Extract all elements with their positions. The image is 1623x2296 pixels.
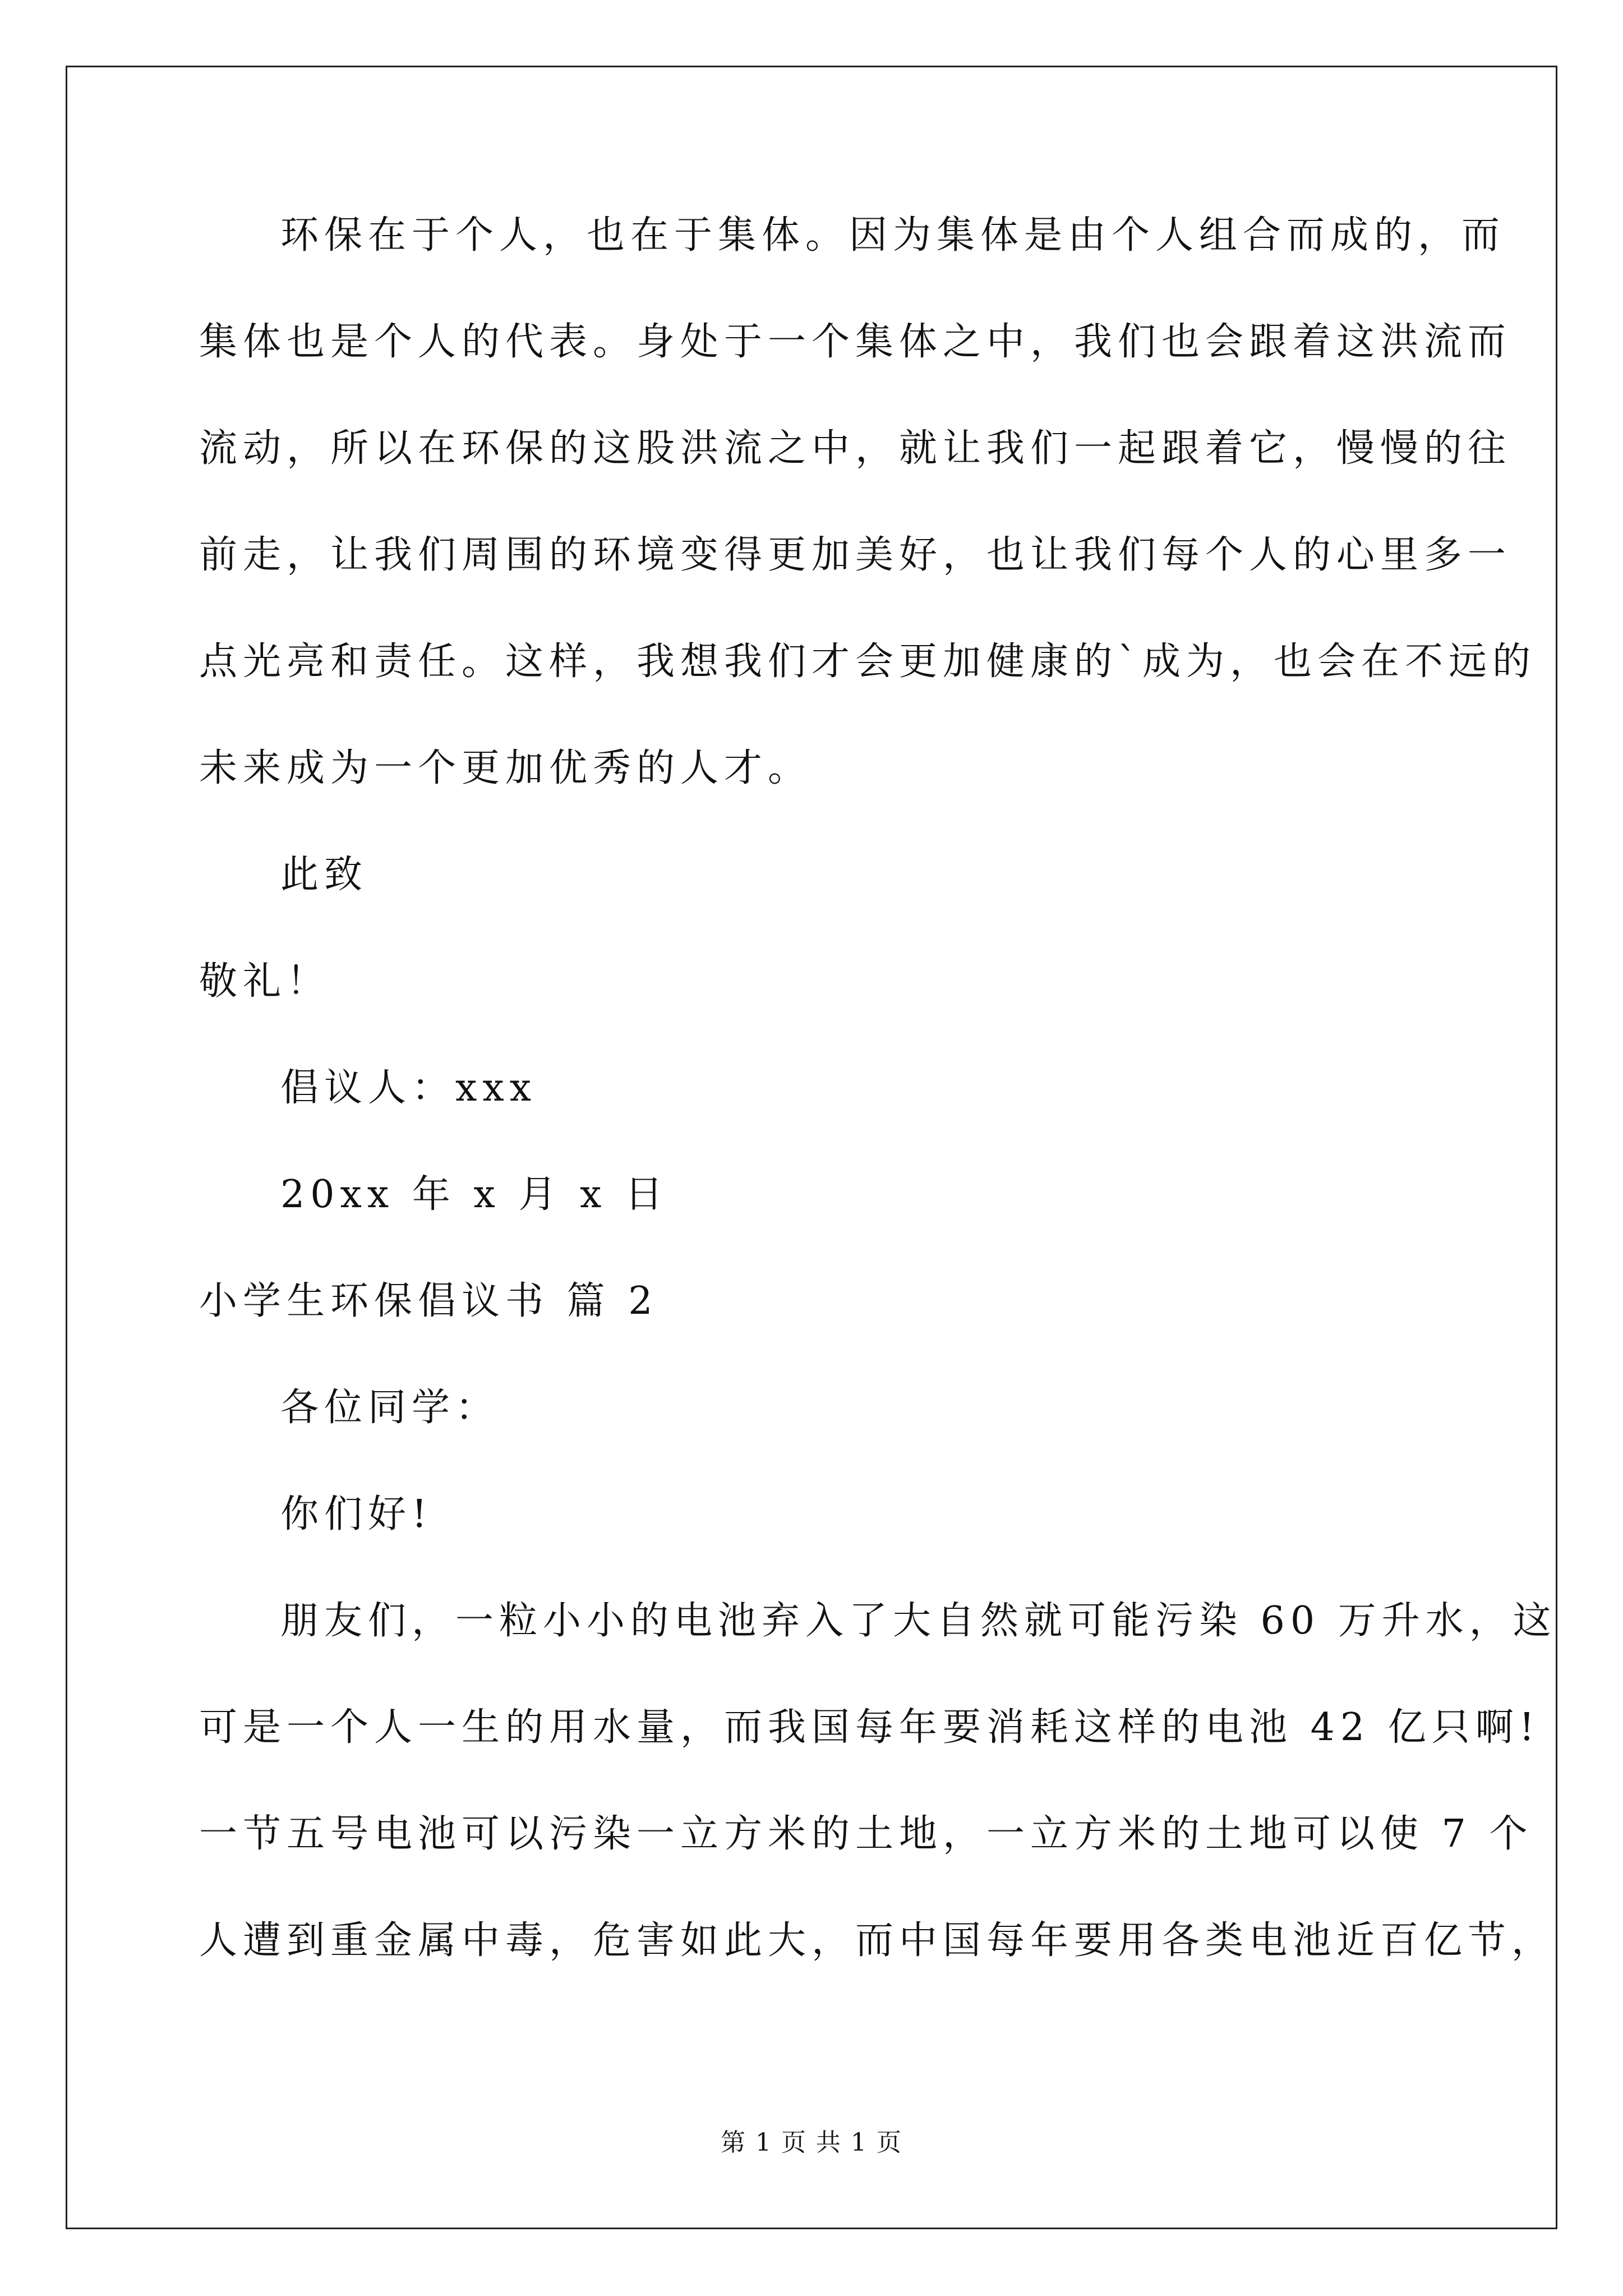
paragraph-line: 朋友们，一粒小小的电池弃入了大自然就可能污染 60 万升水，这 xyxy=(280,1599,1557,1643)
greeting-line: 你们好! xyxy=(280,1492,433,1536)
section-heading: 小学生环保倡议书 篇 2 xyxy=(199,1279,658,1323)
paragraph-line: 集体也是个人的代表。身处于一个集体之中，我们也会跟着这洪流而 xyxy=(199,320,1512,364)
paragraph-line: 流动，所以在环保的这股洪流之中，就让我们一起跟着它，慢慢的往 xyxy=(199,426,1512,471)
date-line: 20xx 年 x 月 x 日 xyxy=(280,1172,669,1217)
greeting-line: 各位同学： xyxy=(280,1386,500,1430)
page-border xyxy=(66,66,1557,2229)
paragraph-line: 前走，让我们周围的环境变得更加美好，也让我们每个人的心里多一 xyxy=(199,533,1512,577)
salutation-line: 敬礼！ xyxy=(199,959,331,1004)
signature-line: 倡议人：xxx xyxy=(280,1066,537,1110)
paragraph-line: 人遭到重金属中毒，危害如此大，而中国每年要用各类电池近百亿节， xyxy=(199,1918,1556,1963)
page-footer: 第 1 页 共 1 页 xyxy=(721,2128,902,2157)
salutation-line: 此致 xyxy=(280,853,368,897)
paragraph-line: 可是一个人一生的用水量，而我国每年要消耗这样的电池 42 亿只啊! xyxy=(199,1705,1541,1750)
paragraph-line: 点光亮和责任。这样，我想我们才会更加健康的`成为，也会在不远的 xyxy=(199,639,1537,684)
paragraph-line: 未来成为一个更加优秀的人才。 xyxy=(199,746,812,790)
paragraph-line: 一节五号电池可以污染一立方米的土地，一立方米的土地可以使 7 个 xyxy=(199,1812,1533,1856)
paragraph-line: 环保在于个人，也在于集体。因为集体是由个人组合而成的，而 xyxy=(280,213,1506,257)
